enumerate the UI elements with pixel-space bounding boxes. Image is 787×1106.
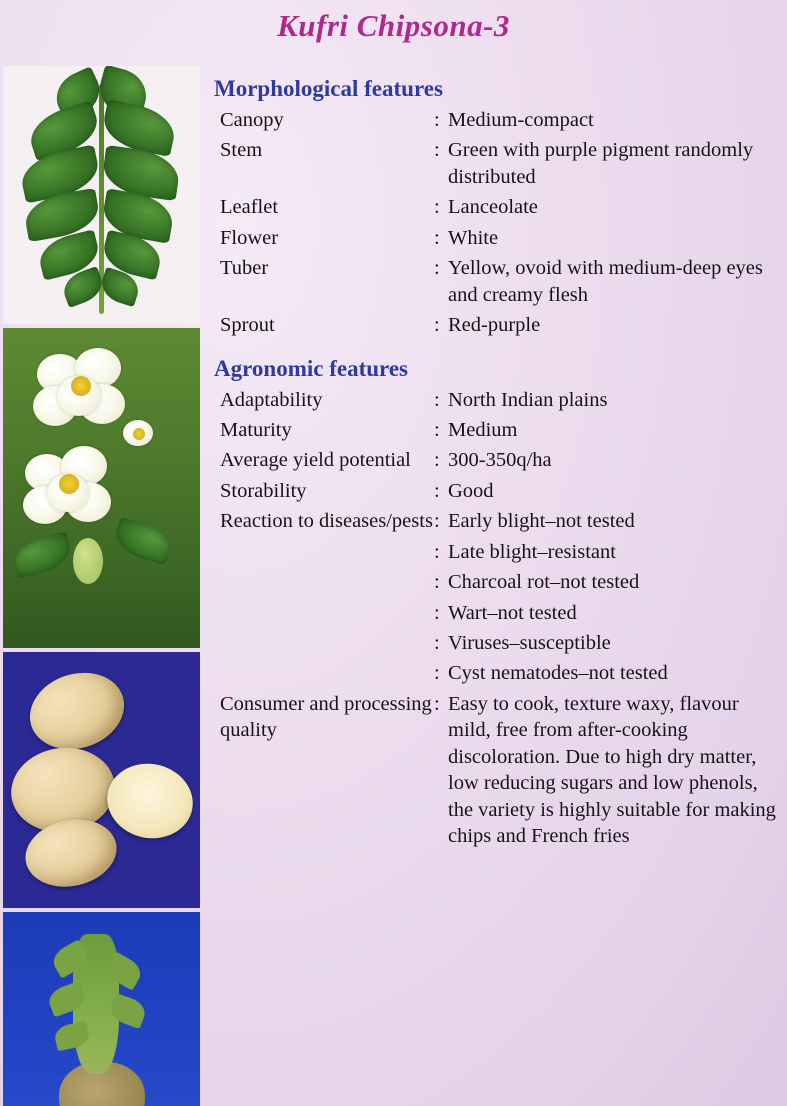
specifications	[214, 76, 784, 853]
table-row	[220, 568, 786, 598]
table-row	[220, 136, 786, 193]
table-row	[220, 477, 786, 507]
row-colon: :	[434, 139, 440, 162]
row-label: Maturity	[220, 418, 292, 441]
row-value: Charcoal rot–not tested	[448, 571, 640, 594]
table-row	[220, 446, 786, 476]
row-value: White	[448, 226, 499, 249]
row-value: Good	[448, 479, 494, 502]
row-label	[220, 538, 434, 568]
row-colon: :	[434, 692, 440, 715]
row-colon: :	[434, 449, 440, 472]
row-value: Wart–not tested	[448, 601, 577, 624]
table-row	[220, 507, 786, 537]
row-label	[220, 659, 434, 689]
row-label: Adaptability	[220, 388, 323, 411]
row-colon: :	[434, 196, 440, 219]
row-value: Red-purple	[448, 314, 541, 337]
section-heading-morphological: Morphological features	[214, 76, 443, 101]
section-heading-agronomic: Agronomic features	[214, 355, 408, 381]
row-label: Flower	[220, 226, 279, 249]
agronomic-table	[220, 386, 786, 853]
row-label: Average yield potential	[220, 449, 411, 472]
row-label: Consumer and processing quality	[220, 692, 432, 742]
table-row	[220, 416, 786, 446]
table-row	[220, 224, 786, 254]
table-row	[220, 538, 786, 568]
row-colon: :	[434, 510, 440, 533]
row-colon: :	[434, 662, 440, 685]
row-label	[220, 568, 434, 598]
row-value: North Indian plains	[448, 388, 608, 411]
page-title: Kufri Chipsona-3	[277, 8, 510, 43]
row-value: 300-350q/ha	[448, 449, 552, 472]
row-colon: :	[434, 540, 440, 563]
row-label: Storability	[220, 479, 307, 502]
row-value: Early blight–not tested	[448, 510, 635, 533]
row-value: Medium	[448, 418, 518, 441]
row-value: Late blight–resistant	[448, 540, 616, 563]
row-colon: :	[434, 571, 440, 594]
row-colon: :	[434, 479, 440, 502]
row-value: Easy to cook, texture waxy, flavour mild, free from after-cooking discoloration. Due to high dry matter, low reducing sugars and low phenols, the variety is highly suitable for making chips and French fries	[448, 692, 776, 848]
row-label: Canopy	[220, 109, 284, 131]
row-label	[220, 629, 434, 659]
row-colon: :	[434, 226, 440, 249]
row-value: Yellow, ovoid with medium-deep eyes and creamy flesh	[448, 257, 763, 306]
leaf-photo	[3, 66, 200, 324]
table-row	[220, 659, 786, 689]
table-row	[220, 254, 786, 311]
row-label	[220, 599, 434, 629]
row-value: Viruses–susceptible	[448, 632, 611, 654]
sprout-photo	[3, 912, 200, 1106]
row-label: Stem	[220, 139, 263, 162]
table-row	[220, 106, 786, 136]
table-row	[220, 386, 786, 416]
row-colon: :	[434, 257, 440, 280]
row-label: Sprout	[220, 314, 275, 337]
row-value: Lanceolate	[448, 196, 538, 219]
row-colon: :	[434, 601, 440, 624]
row-colon: :	[434, 109, 440, 131]
row-colon: :	[434, 418, 440, 441]
tuber-photo	[3, 652, 200, 908]
row-label: Tuber	[220, 257, 269, 280]
table-row	[220, 599, 786, 629]
row-label: Reaction to diseases/pests	[220, 510, 433, 533]
table-row	[220, 311, 786, 341]
table-row	[220, 629, 786, 659]
row-value: Cyst nematodes–not tested	[448, 662, 668, 685]
table-row	[220, 193, 786, 223]
row-colon: :	[434, 632, 440, 654]
table-row	[220, 690, 786, 853]
row-value: Green with purple pigment randomly distributed	[448, 139, 754, 188]
morphological-table	[220, 106, 786, 342]
row-label: Leaflet	[220, 196, 279, 219]
flower-photo	[3, 328, 200, 648]
row-colon: :	[434, 314, 440, 337]
row-colon: :	[434, 388, 440, 411]
row-value: Medium-compact	[448, 109, 594, 131]
